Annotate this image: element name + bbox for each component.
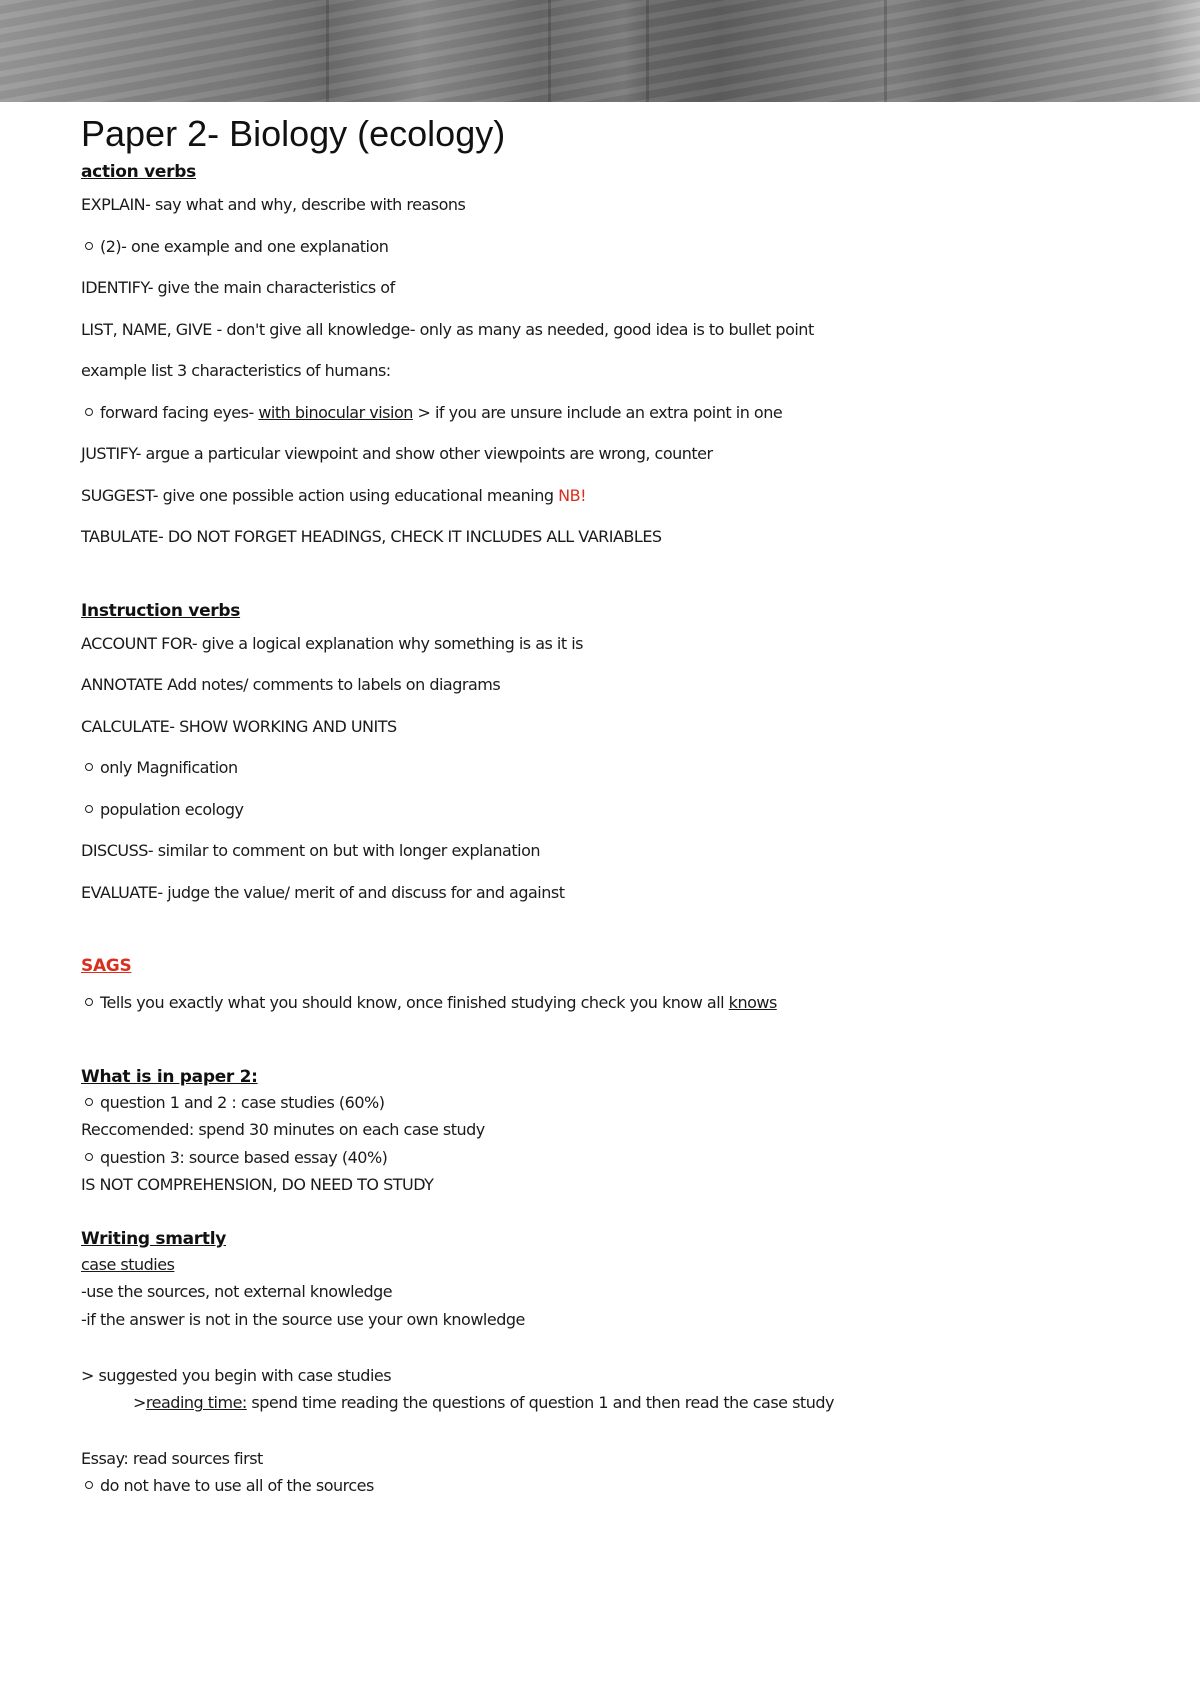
bullet-icon xyxy=(85,1481,93,1489)
line-annotate: ANNOTATE Add notes/ comments to labels on diagrams xyxy=(81,675,501,694)
page-title: Paper 2- Biology (ecology) xyxy=(81,113,506,154)
banner-seam xyxy=(548,0,551,102)
line-essay: Essay: read sources first xyxy=(81,1448,263,1468)
bullet-text: do not have to use all of the sources xyxy=(100,1476,374,1496)
suggest-text: SUGGEST- give one possible action using educational meaning xyxy=(81,485,559,505)
bullet-sources xyxy=(81,1472,1161,1500)
bullet-icon xyxy=(85,408,93,416)
bullet-text: forward facing eyes- xyxy=(100,402,259,422)
line-tabulate: TABULATE- DO NOT FORGET HEADINGS, CHECK IT INCLUDES ALL VARIABLES xyxy=(81,527,662,546)
banner-seam xyxy=(326,0,329,102)
line-list: LIST, NAME, GIVE - don't give all knowledge- only as many as needed, good idea is to bullet point xyxy=(81,319,814,339)
bullet-icon xyxy=(85,242,93,250)
arrow-text: > xyxy=(133,1393,146,1413)
underlined-text: with binocular vision xyxy=(258,402,413,422)
bullet-text: population ecology xyxy=(100,799,244,819)
bullet-magnification xyxy=(81,747,1161,789)
document-body xyxy=(81,112,1161,1500)
line-use-sources: -use the sources, not external knowledge xyxy=(81,1282,393,1302)
line-not-comprehension: IS NOT COMPREHENSION, DO NEED TO STUDY xyxy=(81,1175,434,1195)
section-heading-paper-2: What is in paper 2: xyxy=(81,1066,258,1087)
bullet-icon xyxy=(85,1153,93,1161)
bullet-sags xyxy=(81,982,1161,1024)
line-example: example list 3 characteristics of humans: xyxy=(81,361,391,380)
line-justify: JUSTIFY- argue a particular viewpoint and show other viewpoints are wrong, counter xyxy=(81,444,713,463)
bullet-text: > if you are unsure include an extra point in one xyxy=(412,402,783,422)
line-evaluate: EVALUATE- judge the value/ merit of and discuss for and against xyxy=(81,882,565,902)
line-explain: EXPLAIN- say what and why, describe with reasons xyxy=(81,195,466,214)
line-calculate: CALCULATE- SHOW WORKING AND UNITS xyxy=(81,716,397,736)
line-discuss: DISCUSS- similar to comment on but with longer explanation xyxy=(81,841,540,860)
bullet-question-1-2 xyxy=(81,1089,1161,1117)
line-identify: IDENTIFY- give the main characteristics of xyxy=(81,278,395,297)
banner-seam xyxy=(884,0,887,102)
reading-time-text: spend time reading the questions of question 1 and then read the case study xyxy=(246,1393,834,1413)
bullet-icon xyxy=(85,1098,93,1106)
line-reading-time xyxy=(81,1389,1161,1417)
bullet-icon xyxy=(85,805,93,813)
line-account-for: ACCOUNT FOR- give a logical explanation why something is as it is xyxy=(81,633,583,653)
bullet-population-ecology xyxy=(81,789,1161,831)
line-recommended: Reccomended: spend 30 minutes on each case study xyxy=(81,1120,485,1140)
bullet-explain-sub xyxy=(81,226,1161,268)
bullet-icon xyxy=(85,763,93,771)
line-begin-case-studies: > suggested you begin with case studies xyxy=(81,1365,392,1385)
bullet-forward-facing xyxy=(81,392,1161,434)
bullet-question-3 xyxy=(81,1144,1161,1172)
bullet-text: question 3: source based essay (40%) xyxy=(100,1147,388,1167)
bullet-icon xyxy=(85,998,93,1006)
section-heading-writing-smartly: Writing smartly xyxy=(81,1228,227,1249)
line-suggest xyxy=(81,475,1161,517)
section-heading-sags: SAGS xyxy=(81,956,132,976)
line-own-knowledge: -if the answer is not in the source use your own knowledge xyxy=(81,1310,525,1330)
banner-seam xyxy=(646,0,649,102)
section-heading-action-verbs: action verbs xyxy=(81,162,196,182)
bullet-text: question 1 and 2 : case studies (60%) xyxy=(100,1092,385,1112)
underlined-text: knows xyxy=(728,993,777,1012)
bullet-text: only Magnification xyxy=(100,758,238,777)
section-heading-instruction-verbs: Instruction verbs xyxy=(81,600,241,621)
subheading-case-studies: case studies xyxy=(81,1254,175,1274)
header-banner-image xyxy=(0,0,1200,102)
bullet-text: (2)- one example and one explanation xyxy=(100,236,389,256)
bullet-text: Tells you exactly what you should know, once finished studying check you know all xyxy=(100,993,729,1012)
underlined-text: reading time: xyxy=(145,1393,247,1413)
nb-highlight: NB! xyxy=(558,485,586,505)
